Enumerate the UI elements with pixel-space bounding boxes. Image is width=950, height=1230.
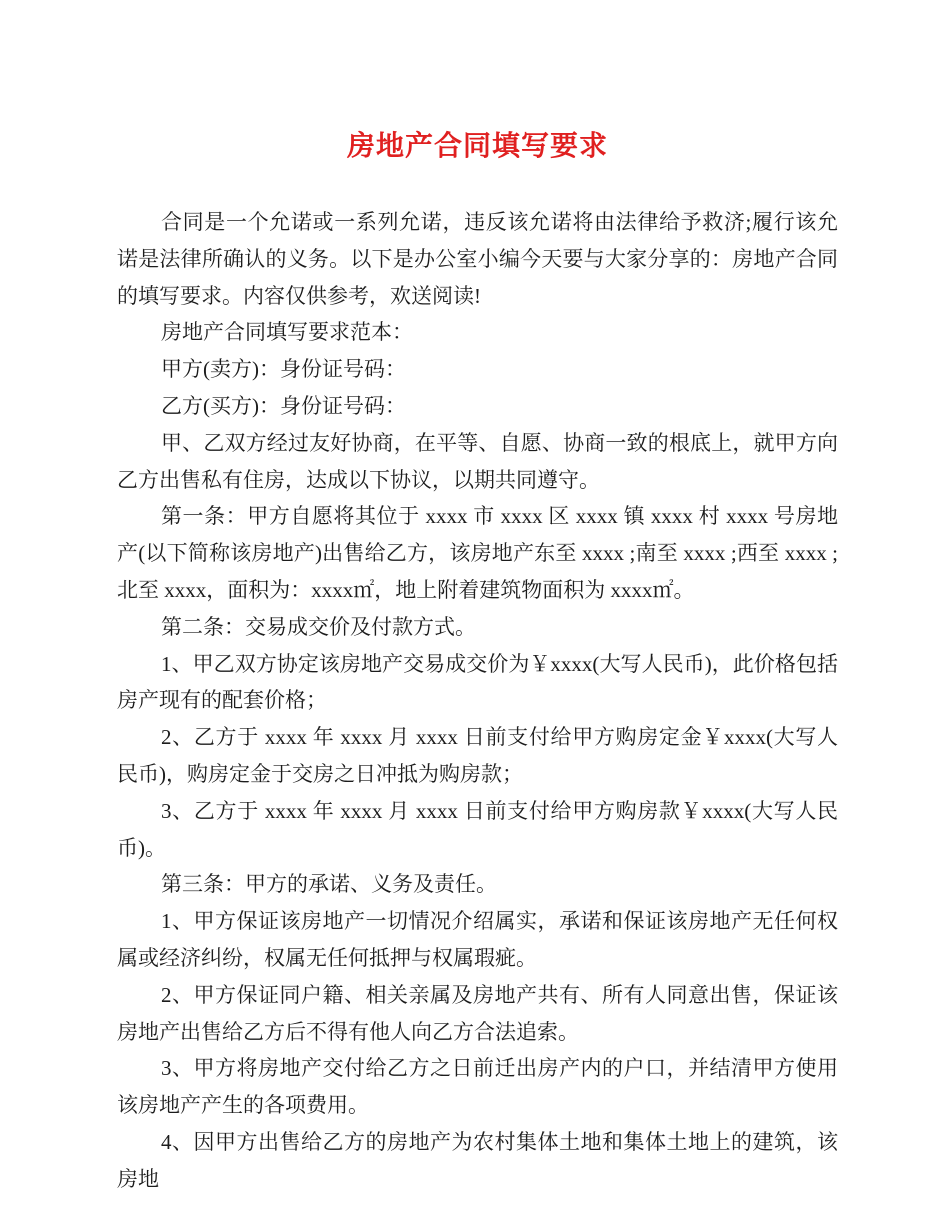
paragraph-article-3-item-4: 4、因甲方出售给乙方的房地产为农村集体土地和集体土地上的建筑，该房地 — [117, 1129, 838, 1191]
document-title: 房地产合同填写要求 — [346, 131, 608, 162]
document-body — [117, 204, 838, 1198]
paragraph-article-3-item-2: 2、甲方保证同户籍、相关亲属及房地产共有、所有人同意出售，保证该房地产出售给乙方后不得有他人向乙方合法追索。 — [117, 982, 838, 1044]
paragraph-article-3-item-3: 3、甲方将房地产交付给乙方之日前迁出房产内的户口，并结清甲方使用该房地产产生的各项费用。 — [117, 1056, 838, 1118]
paragraph-party-a: 甲方(卖方)：身份证号码： — [161, 357, 406, 382]
paragraph-article-2-item-3: 3、乙方于 xxxx 年 xxxx 月 xxxx 日前支付给甲方购房款￥xxxx(大写人民币)。 — [117, 798, 838, 860]
paragraph-article-2-item-1: 1、甲乙双方协定该房地产交易成交价为￥xxxx(大写人民币)，此价格包括房产现有的配套价格； — [117, 651, 838, 713]
paragraph-sample-label: 房地产合同填写要求范本： — [161, 320, 413, 345]
paragraph-article-3-item-1: 1、甲方保证该房地产一切情况介绍属实，承诺和保证该房地产无任何权属或经济纠纷，权属无任何抵押与权属瑕疵。 — [117, 909, 838, 970]
paragraph-article-3: 第三条：甲方的承诺、义务及责任。 — [161, 872, 497, 897]
paragraph-article-2-item-2: 2、乙方于 xxxx 年 xxxx 月 xxxx 日前支付给甲方购房定金￥xxxx(大写人民币)，购房定金于交房之日冲抵为购房款； — [117, 725, 838, 786]
paragraph-article-2: 第二条：交易成交价及付款方式。 — [161, 614, 476, 639]
paragraph-preamble: 甲、乙双方经过友好协商，在平等、自愿、协商一致的根底上，就甲方向乙方出售私有住房，达成以下协议，以期共同遵守。 — [117, 430, 838, 492]
paragraph-article-1: 第一条：甲方自愿将其位于 xxxx 市 xxxx 区 xxxx 镇 xxxx 村 xxxx 号房地产(以下简称该房地产)出售给乙方，该房地产东至 xxxx ;南至 xxxx ;西至 xxxx ;北至 xxxx，面积为：xxxx㎡，地上附着建筑物面积为 xxxx㎡。 — [117, 504, 838, 602]
paragraph-intro: 合同是一个允诺或一系列允诺，违反该允诺将由法律给予救济;履行该允诺是法律所确认的义务。以下是办公室小编今天要与大家分享的：房地产合同的填写要求。内容仅供参考，欢送阅读! — [117, 210, 838, 308]
paragraph-party-b: 乙方(买方)：身份证号码： — [161, 393, 406, 418]
